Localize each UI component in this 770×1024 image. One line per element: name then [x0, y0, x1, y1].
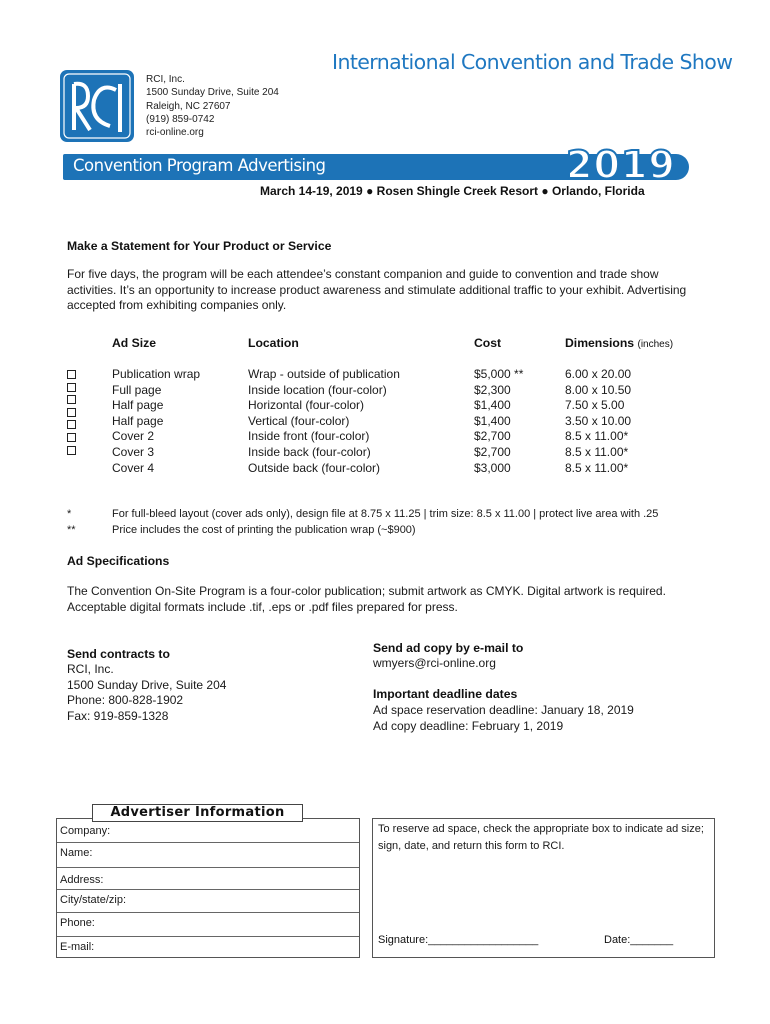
ad-size-checkbox[interactable] [67, 370, 76, 379]
location-column [248, 367, 400, 476]
ad-size-cell: Half page [112, 398, 164, 413]
email-field[interactable]: E-mail: [60, 941, 95, 953]
dimensions-cell: 3.50 x 10.00 [565, 413, 632, 428]
ad-size-cell: Cover 3 [112, 444, 155, 459]
rci-logo-mark [60, 70, 134, 142]
intro-body: For five days, the program will be each attendee’s constant companion and guide to convention and trade show activities. It’s an opportunity to increase product awareness and stimulate additional traffic to your exhibit. Advertising accepted from exhibiting companies only. [67, 267, 687, 312]
checkbox-column [67, 367, 76, 458]
ad-size-checkbox[interactable] [67, 420, 76, 429]
contracts-line: 1500 Sunday Drive, Suite 204 [67, 677, 227, 692]
location-cell: Vertical (four-color) [248, 413, 350, 428]
specs-heading: Ad Specifications [67, 554, 170, 568]
cost-cell: $2,300 [474, 382, 511, 397]
ad-size-cell: Cover 4 [112, 460, 155, 475]
rci-logo [60, 70, 134, 142]
address-line: (919) 859-0742 [146, 113, 215, 125]
phone-field[interactable]: Phone: [57, 916, 359, 937]
ad-size-cell: Half page [112, 413, 164, 428]
ad-size-checkbox[interactable] [67, 446, 76, 455]
location-cell: Inside back (four-color) [248, 444, 371, 459]
banner-label: Convention Program Advertising [73, 156, 326, 175]
location-cell: Inside location (four-color) [248, 382, 387, 397]
deadline-item: Ad space reservation deadline: January 18, 2019 [373, 703, 634, 717]
dimensions-cell: 8.5 x 11.00* [565, 460, 629, 475]
dimensions-label: Dimensions [565, 336, 635, 350]
cost-column [474, 367, 523, 476]
cost-cell: $2,700 [474, 429, 511, 444]
address-line: Raleigh, NC 27607 [146, 100, 231, 112]
adcopy-email[interactable]: wmyers@rci-online.org [373, 656, 496, 670]
footnote-mark: ** [67, 524, 76, 536]
ad-size-cell: Full page [112, 382, 162, 397]
signature-field[interactable]: Signature:__________________ [378, 934, 539, 946]
location-cell: Horizontal (four-color) [248, 398, 365, 413]
address-line: rci-online.org [146, 127, 204, 139]
contracts-address [67, 662, 226, 724]
cost-cell: $1,400 [474, 413, 511, 428]
ad-size-column [112, 367, 200, 476]
ad-size-checkbox[interactable] [67, 395, 76, 404]
cost-cell: $1,400 [474, 398, 511, 413]
date-field[interactable]: Date:_______ [604, 934, 674, 946]
adcopy-heading: Send ad copy by e-mail to [373, 641, 524, 655]
cost-cell: $2,700 [474, 444, 511, 459]
address-line: RCI, Inc. [146, 74, 185, 85]
col-header-location: Location [248, 336, 299, 350]
footnote-text: Price includes the cost of printing the publication wrap (~$900) [112, 524, 416, 536]
city-state-zip-field[interactable]: City/state/zip: [57, 893, 359, 913]
col-header-ad-size: Ad Size [112, 336, 157, 350]
col-header-dimensions [565, 336, 673, 350]
address-field[interactable]: Address: [57, 873, 359, 890]
contracts-line: RCI, Inc. [67, 662, 114, 676]
footnote-mark: * [67, 508, 72, 520]
ad-size-cell: Cover 2 [112, 429, 155, 444]
deadlines-list [373, 703, 634, 734]
specs-body: The Convention On-Site Program is a four-color publication; submit artwork as CMYK. Digital artwork is required. Acceptable digital formats include .tif, .eps or .pdf files prepared for press. [67, 584, 666, 614]
contracts-heading: Send contracts to [67, 647, 170, 661]
dimensions-cell: 8.5 x 11.00* [565, 444, 629, 459]
ad-size-checkbox[interactable] [67, 383, 76, 392]
ad-size-checkbox[interactable] [67, 433, 76, 442]
deadline-item: Ad copy deadline: February 1, 2019 [373, 718, 564, 733]
dimensions-cell: 8.00 x 10.50 [565, 382, 632, 397]
footnote-text: For full-bleed layout (cover ads only), design file at 8.75 x 11.25 | trim size: 8.5 x 11.00 | protect live area with .25 [112, 508, 659, 520]
dimensions-unit: (inches) [637, 339, 674, 350]
dimensions-cell: 8.5 x 11.00* [565, 429, 629, 444]
event-title: International Convention and Trade Show [332, 50, 733, 74]
ad-size-checkbox[interactable] [67, 408, 76, 417]
deadlines-heading: Important deadline dates [373, 687, 518, 701]
dimensions-column [565, 367, 631, 476]
intro-heading: Make a Statement for Your Product or Service [67, 239, 332, 253]
reservation-instructions: To reserve ad space, check the appropriate box to indicate ad size; sign, date, and return this form to RCI. [378, 823, 704, 852]
ad-size-cell: Publication wrap [112, 367, 201, 381]
dimensions-cell: 6.00 x 20.00 [565, 367, 632, 381]
location-cell: Wrap - outside of publication [248, 367, 400, 381]
name-field[interactable]: Name: [57, 846, 359, 868]
contracts-line: Fax: 919-859-1328 [67, 708, 169, 723]
cost-cell: $3,000 [474, 460, 511, 475]
advertiser-info-title: Advertiser Information [92, 804, 303, 822]
contracts-line: Phone: 800-828-1902 [67, 693, 184, 707]
address-line: 1500 Sunday Drive, Suite 204 [146, 87, 279, 99]
location-cell: Outside back (four-color) [248, 460, 381, 475]
company-field[interactable]: Company: [57, 824, 359, 843]
company-address [146, 73, 279, 139]
dimensions-cell: 7.50 x 5.00 [565, 398, 625, 413]
banner-year: 2019 [566, 143, 676, 187]
event-details: March 14-19, 2019 ● Rosen Shingle Creek Resort ● Orlando, Florida [260, 184, 645, 198]
location-cell: Inside front (four-color) [248, 429, 370, 444]
cost-cell: $5,000 ** [474, 367, 524, 381]
col-header-cost: Cost [474, 336, 502, 350]
